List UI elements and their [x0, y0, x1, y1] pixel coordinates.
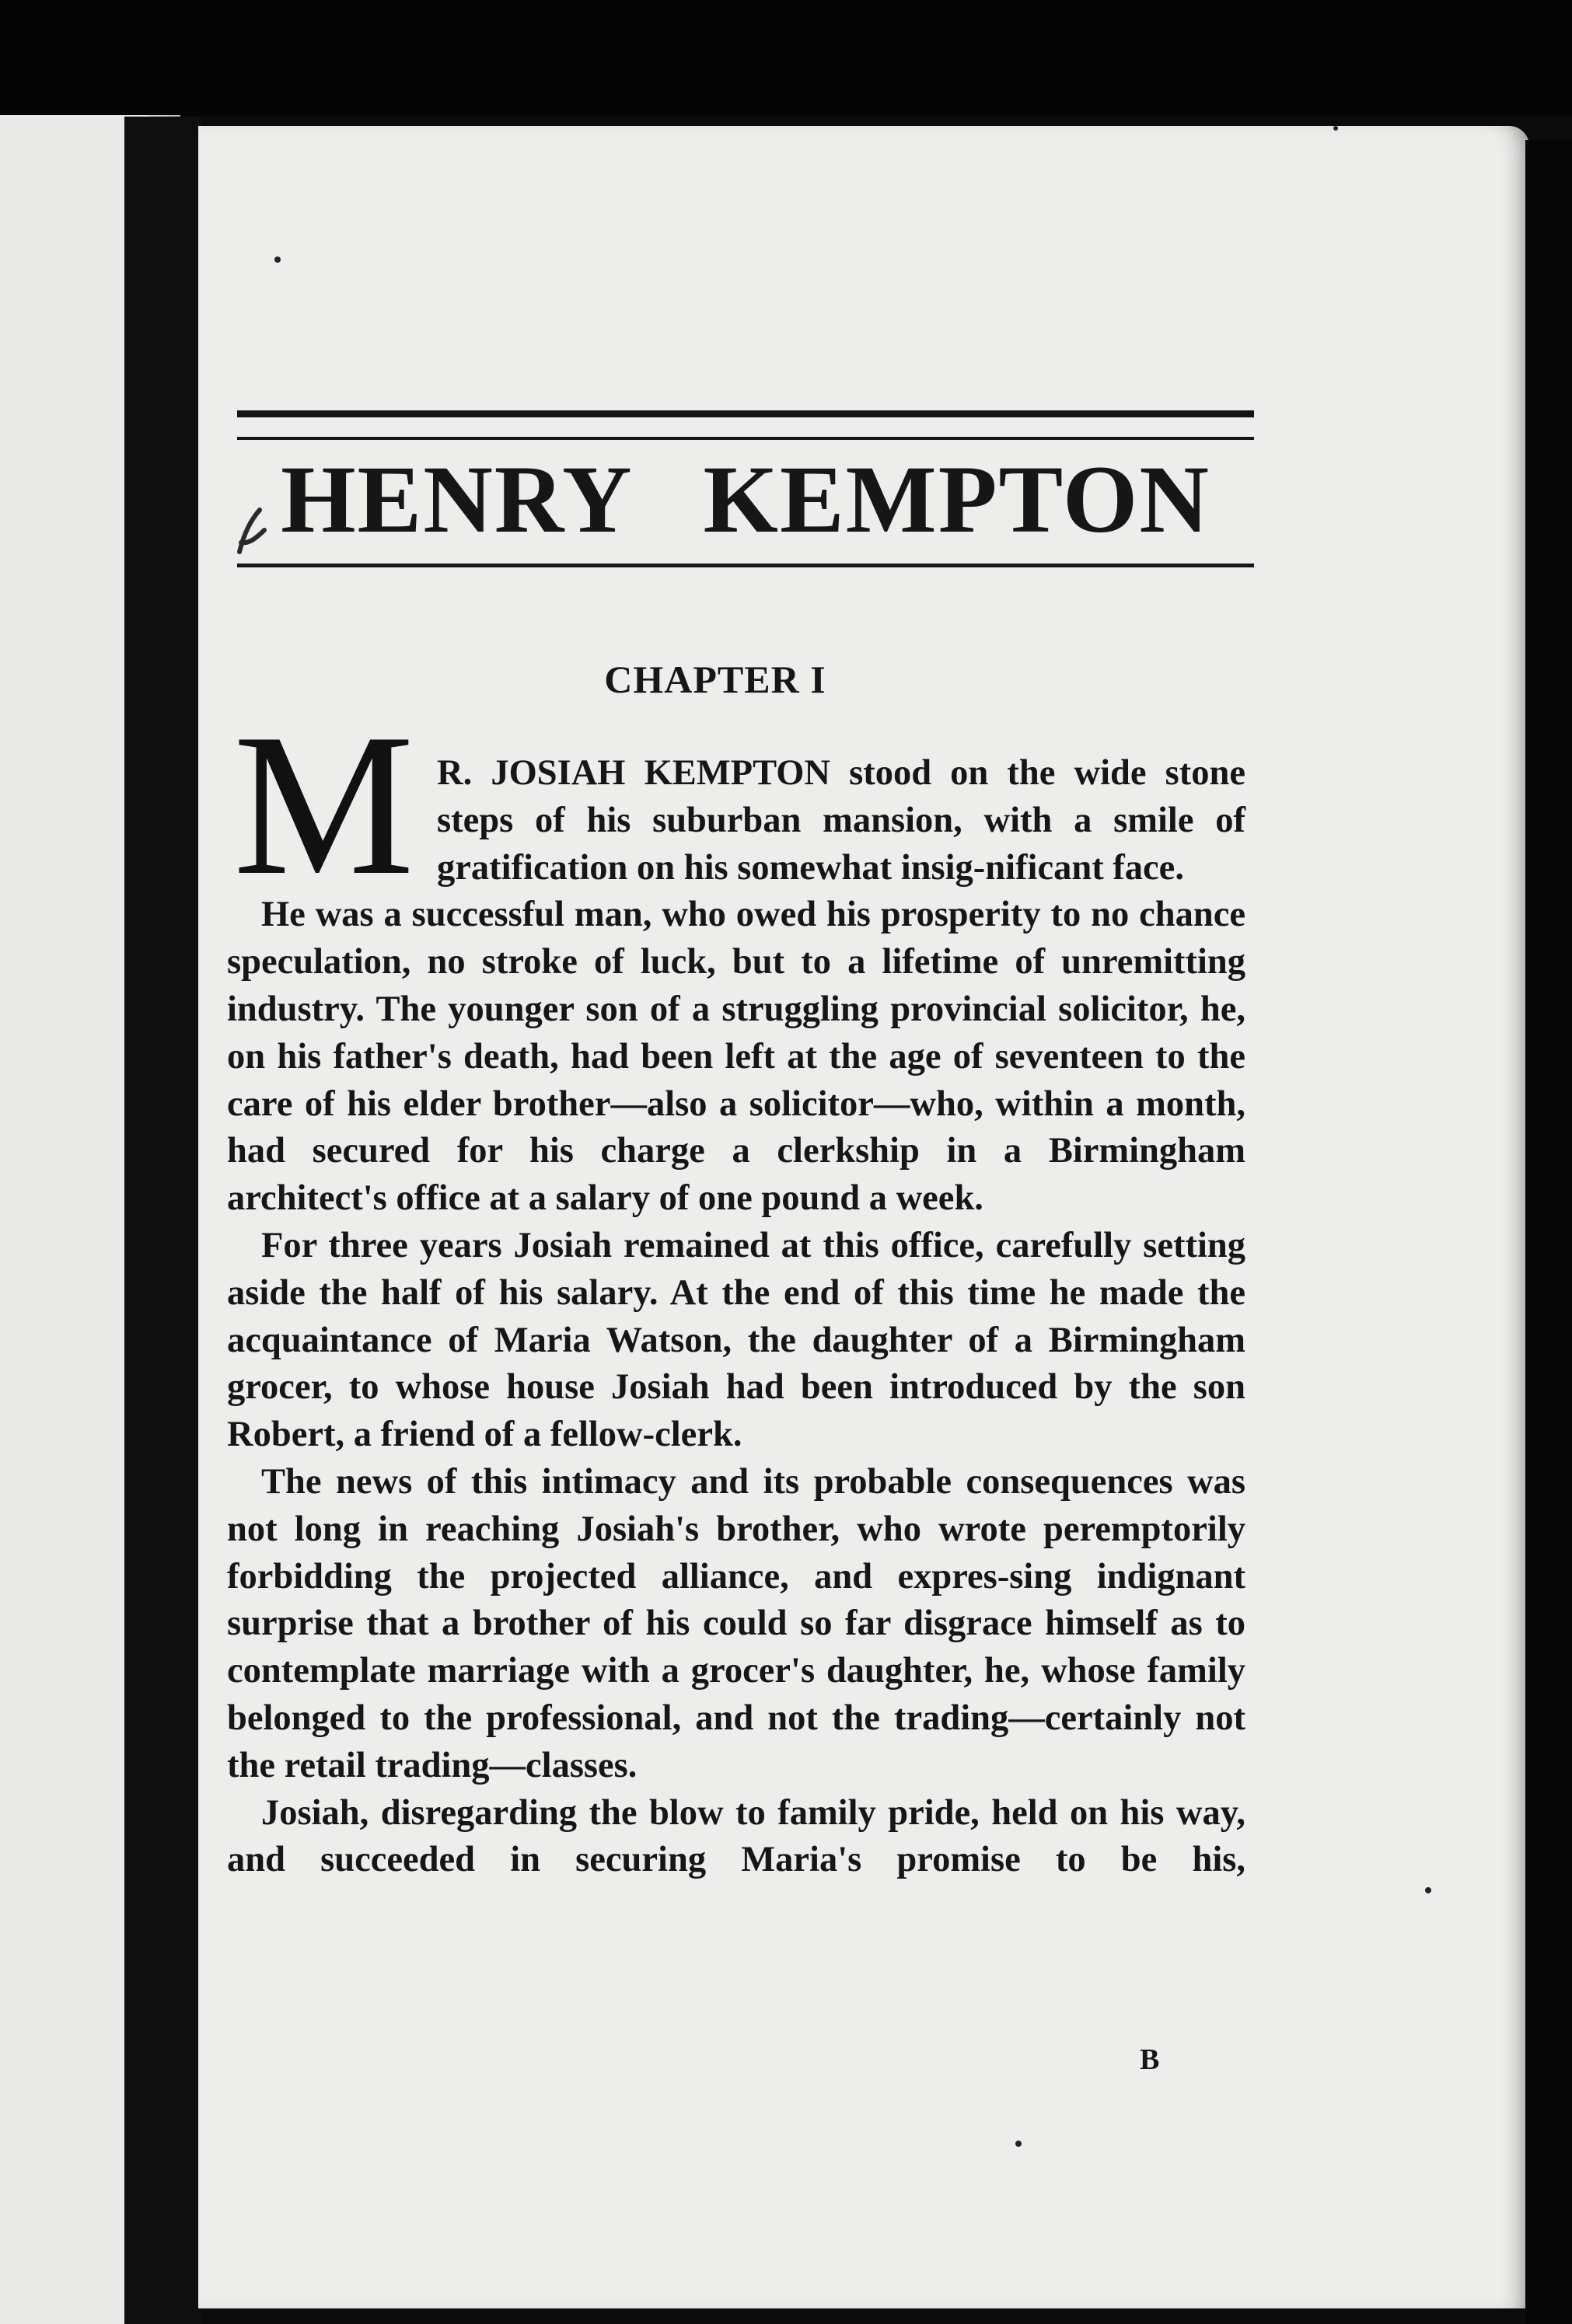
drop-cap: M [233, 692, 414, 917]
book-title [237, 441, 1254, 558]
scan-border-top [0, 0, 1572, 117]
book-gutter [124, 117, 202, 2324]
title-rule-top-thin [237, 437, 1254, 440]
paragraph-3: For three years Josiah remained at this office, carefully setting aside the half of his salary. At the end of this time he made the acquaintance of Maria Watson, the daughter of a Birmingham grocer, to whose house Josiah had been introduced by the son Robert, a friend of a fellow-clerk. [227, 1225, 1245, 1455]
title-word-henry: HENRY [281, 446, 634, 553]
speck-mark [1333, 126, 1338, 131]
chapter-heading: CHAPTER I [604, 658, 826, 701]
speck-mark [1425, 1887, 1431, 1893]
title-rule-top-thick [237, 410, 1254, 417]
paragraph-4: The news of this intimacy and its probable consequences was not long in reaching Josiah's brother, who wrote peremptorily forbidding the projected alliance, and expres-sing indignant surprise that a brother of his could so far disgrace himself as to contemplate marriage with a grocer's daughter, he, whose family belonged to the professional, and not the trading—certainly not the retail trading—classes. [227, 1461, 1245, 1785]
paragraph-2: He was a successful man, who owed his prosperity to no chance speculation, no stroke of luck, but to a lifetime of unremitting industry. The younger son of a struggling provincial solicitor, he, on his father's death, had been left at the age of seventeen to the care of his elder brother—also a solicitor—who, within a month, had secured for his charge a clerkship in a Birmingham architect's office at a salary of one pound a week. [227, 895, 1245, 1219]
speck-mark [274, 256, 281, 263]
signature-mark: B [1140, 2043, 1160, 2076]
paragraph-1: R. JOSIAH KEMPTON stood on the wide stone steps of his suburban mansion, with a smile of gratification on his somewhat insig-nificant face. [437, 753, 1245, 888]
speck-mark [1015, 2141, 1022, 2147]
title-word-kempton: KEMPTON [703, 446, 1210, 553]
paragraph-5: Josiah, disregarding the blow to family pride, held on his way, and succeeded in securing Maria's promise to be his, [227, 1792, 1245, 1880]
title-rule-bottom [237, 564, 1254, 567]
scan-border-right [1525, 140, 1572, 2324]
body-text [227, 750, 1245, 1884]
